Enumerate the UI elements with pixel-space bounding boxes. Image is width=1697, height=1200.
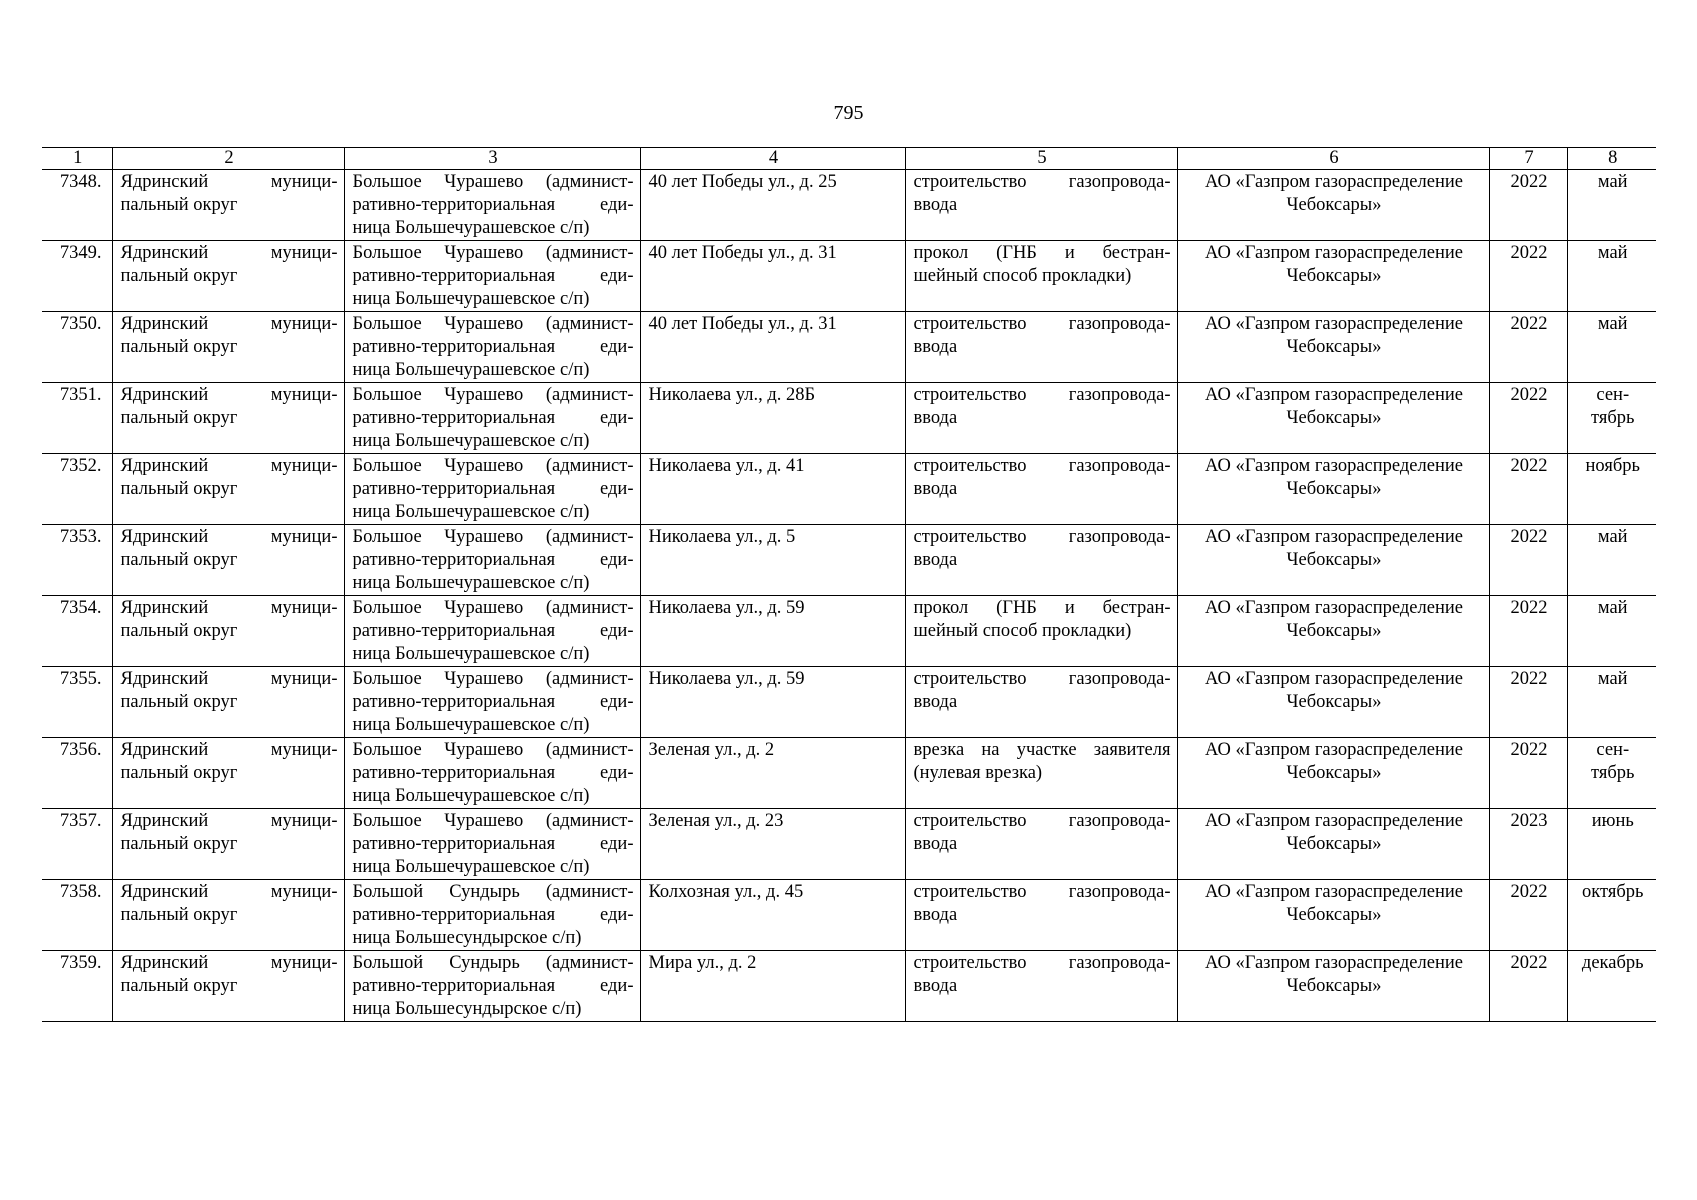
work-line: ввода	[913, 195, 958, 215]
year-cell: 2023	[1489, 809, 1567, 880]
settlement-line: ративно-территориальная еди-	[352, 337, 634, 357]
settlement-line: ративно-территориальная еди-	[352, 905, 634, 925]
org-line: АО «Газпром газораспределение	[1205, 598, 1463, 618]
settlement-cell	[344, 383, 640, 454]
row-number-cell: 7352.	[42, 454, 112, 525]
work-line: врезка на участке заявителя	[913, 740, 1171, 760]
org-line: АО «Газпром газораспределение	[1205, 669, 1463, 689]
district-cell	[112, 525, 344, 596]
settlement-line: Большое Чурашево (админист-	[352, 243, 634, 263]
settlement-cell	[344, 667, 640, 738]
organization-cell	[1177, 241, 1489, 312]
district-line: Ядринский муници-	[120, 456, 338, 476]
settlement-line: Большое Чурашево (админист-	[352, 669, 634, 689]
district-line: пальный округ	[120, 905, 238, 925]
gas-connection-register-table	[42, 147, 1656, 1022]
table-row	[42, 880, 1656, 951]
district-cell	[112, 809, 344, 880]
row-number-cell: 7351.	[42, 383, 112, 454]
organization-cell	[1177, 170, 1489, 241]
org-line: Чебоксары»	[1286, 763, 1382, 783]
table-row	[42, 241, 1656, 312]
org-line: АО «Газпром газораспределение	[1205, 740, 1463, 760]
district-line: пальный округ	[120, 266, 238, 286]
work-line: строительство газопровода-	[913, 953, 1171, 973]
district-cell	[112, 454, 344, 525]
district-line: Ядринский муници-	[120, 882, 338, 902]
organization-cell	[1177, 809, 1489, 880]
district-line: Ядринский муници-	[120, 243, 338, 263]
column-header: 7	[1489, 148, 1567, 170]
district-line: Ядринский муници-	[120, 385, 338, 405]
work-line: прокол (ГНБ и бестран-	[913, 598, 1171, 618]
settlement-line: Большое Чурашево (админист-	[352, 740, 634, 760]
table-row	[42, 454, 1656, 525]
row-number-cell: 7348.	[42, 170, 112, 241]
settlement-line: Большое Чурашево (админист-	[352, 385, 634, 405]
org-line: Чебоксары»	[1286, 550, 1382, 570]
row-number-cell: 7355.	[42, 667, 112, 738]
work-line: ввода	[913, 337, 958, 357]
settlement-line: ница Большечурашевское с/п)	[352, 573, 590, 593]
work-line: ввода	[913, 550, 958, 570]
district-cell	[112, 951, 344, 1022]
org-line: Чебоксары»	[1286, 479, 1382, 499]
year-cell: 2022	[1489, 667, 1567, 738]
address-cell: 40 лет Победы ул., д. 25	[640, 170, 905, 241]
work-type-cell	[905, 738, 1177, 809]
settlement-line: ница Большесундырское с/п)	[352, 928, 582, 948]
year-cell: 2022	[1489, 312, 1567, 383]
month-cell: октябрь	[1567, 880, 1656, 951]
address-cell: Зеленая ул., д. 23	[640, 809, 905, 880]
row-number-cell: 7353.	[42, 525, 112, 596]
settlement-cell	[344, 738, 640, 809]
district-cell	[112, 383, 344, 454]
settlement-line: ративно-территориальная еди-	[352, 550, 634, 570]
address-cell: Николаева ул., д. 5	[640, 525, 905, 596]
district-cell	[112, 667, 344, 738]
settlement-line: ративно-территориальная еди-	[352, 621, 634, 641]
org-line: АО «Газпром газораспределение	[1205, 953, 1463, 973]
settlement-line: ница Большечурашевское с/п)	[352, 360, 590, 380]
year-cell: 2022	[1489, 525, 1567, 596]
work-line: ввода	[913, 692, 958, 712]
district-line: пальный округ	[120, 337, 238, 357]
table-row	[42, 596, 1656, 667]
district-line: Ядринский муници-	[120, 953, 338, 973]
settlement-line: Большое Чурашево (админист-	[352, 172, 634, 192]
address-cell: Николаева ул., д. 59	[640, 596, 905, 667]
column-header: 1	[42, 148, 112, 170]
settlement-line: ница Большечурашевское с/п)	[352, 715, 590, 735]
organization-cell	[1177, 596, 1489, 667]
work-line: строительство газопровода-	[913, 314, 1171, 334]
work-type-cell	[905, 241, 1177, 312]
column-header: 8	[1567, 148, 1656, 170]
work-line: строительство газопровода-	[913, 456, 1171, 476]
row-number-cell: 7349.	[42, 241, 112, 312]
organization-cell	[1177, 738, 1489, 809]
district-line: Ядринский муници-	[120, 598, 338, 618]
row-number-cell: 7350.	[42, 312, 112, 383]
settlement-cell	[344, 951, 640, 1022]
district-line: пальный округ	[120, 550, 238, 570]
table-row	[42, 738, 1656, 809]
org-line: Чебоксары»	[1286, 337, 1382, 357]
district-line: Ядринский муници-	[120, 669, 338, 689]
table-row	[42, 667, 1656, 738]
district-line: Ядринский муници-	[120, 172, 338, 192]
table-row	[42, 312, 1656, 383]
settlement-line: Большое Чурашево (админист-	[352, 527, 634, 547]
work-type-cell	[905, 383, 1177, 454]
work-type-cell	[905, 170, 1177, 241]
column-header: 4	[640, 148, 905, 170]
work-type-cell	[905, 525, 1177, 596]
work-line: строительство газопровода-	[913, 527, 1171, 547]
organization-cell	[1177, 312, 1489, 383]
month-cell: май	[1567, 525, 1656, 596]
work-type-cell	[905, 596, 1177, 667]
org-line: АО «Газпром газораспределение	[1205, 811, 1463, 831]
address-cell: Колхозная ул., д. 45	[640, 880, 905, 951]
work-line: ввода	[913, 976, 958, 996]
work-type-cell	[905, 951, 1177, 1022]
column-header: 6	[1177, 148, 1489, 170]
settlement-line: ративно-территориальная еди-	[352, 834, 634, 854]
work-line: ввода	[913, 479, 958, 499]
year-cell: 2022	[1489, 241, 1567, 312]
month-cell: май	[1567, 170, 1656, 241]
settlement-cell	[344, 596, 640, 667]
org-line: АО «Газпром газораспределение	[1205, 456, 1463, 476]
settlement-cell	[344, 525, 640, 596]
district-line: пальный округ	[120, 621, 238, 641]
address-cell: Николаева ул., д. 28Б	[640, 383, 905, 454]
district-cell	[112, 596, 344, 667]
address-cell: Мира ул., д. 2	[640, 951, 905, 1022]
organization-cell	[1177, 525, 1489, 596]
work-line: шейный способ прокладки)	[913, 621, 1132, 641]
work-type-cell	[905, 667, 1177, 738]
column-header: 2	[112, 148, 344, 170]
settlement-line: ница Большечурашевское с/п)	[352, 218, 590, 238]
month-cell: май	[1567, 667, 1656, 738]
month-cell: июнь	[1567, 809, 1656, 880]
settlement-line: ративно-территориальная еди-	[352, 266, 634, 286]
district-line: пальный округ	[120, 479, 238, 499]
month-cell: сен- тябрь	[1567, 383, 1656, 454]
settlement-line: ративно-территориальная еди-	[352, 479, 634, 499]
year-cell: 2022	[1489, 738, 1567, 809]
work-type-cell	[905, 312, 1177, 383]
district-line: пальный округ	[120, 195, 238, 215]
column-header: 3	[344, 148, 640, 170]
district-line: пальный округ	[120, 976, 238, 996]
district-line: Ядринский муници-	[120, 740, 338, 760]
org-line: АО «Газпром газораспределение	[1205, 527, 1463, 547]
column-number-header-row	[42, 148, 1656, 170]
org-line: АО «Газпром газораспределение	[1205, 882, 1463, 902]
org-line: Чебоксары»	[1286, 905, 1382, 925]
organization-cell	[1177, 454, 1489, 525]
settlement-cell	[344, 880, 640, 951]
organization-cell	[1177, 383, 1489, 454]
settlement-line: ративно-территориальная еди-	[352, 692, 634, 712]
address-cell: Зеленая ул., д. 2	[640, 738, 905, 809]
month-cell: май	[1567, 312, 1656, 383]
settlement-line: Большое Чурашево (админист-	[352, 811, 634, 831]
settlement-line: ница Большечурашевское с/п)	[352, 289, 590, 309]
address-cell: 40 лет Победы ул., д. 31	[640, 241, 905, 312]
settlement-line: ративно-территориальная еди-	[352, 976, 634, 996]
district-line: пальный округ	[120, 408, 238, 428]
settlement-line: Большой Сундырь (админист-	[352, 953, 634, 973]
address-cell: Николаева ул., д. 41	[640, 454, 905, 525]
district-line: Ядринский муници-	[120, 811, 338, 831]
district-cell	[112, 241, 344, 312]
org-line: Чебоксары»	[1286, 834, 1382, 854]
org-line: АО «Газпром газораспределение	[1205, 385, 1463, 405]
month-cell: май	[1567, 241, 1656, 312]
settlement-line: ница Большечурашевское с/п)	[352, 644, 590, 664]
work-line: шейный способ прокладки)	[913, 266, 1132, 286]
settlement-line: ница Большечурашевское с/п)	[352, 502, 590, 522]
work-line: ввода	[913, 905, 958, 925]
settlement-cell	[344, 241, 640, 312]
settlement-line: Большой Сундырь (админист-	[352, 882, 634, 902]
settlement-cell	[344, 312, 640, 383]
year-cell: 2022	[1489, 454, 1567, 525]
year-cell: 2022	[1489, 951, 1567, 1022]
org-line: АО «Газпром газораспределение	[1205, 243, 1463, 263]
work-line: ввода	[913, 834, 958, 854]
district-line: Ядринский муници-	[120, 314, 338, 334]
org-line: АО «Газпром газораспределение	[1205, 172, 1463, 192]
settlement-cell	[344, 809, 640, 880]
work-line: ввода	[913, 408, 958, 428]
settlement-line: ративно-территориальная еди-	[352, 408, 634, 428]
settlement-line: ративно-территориальная еди-	[352, 195, 634, 215]
district-line: пальный округ	[120, 692, 238, 712]
table-row	[42, 809, 1656, 880]
settlement-line: ница Большечурашевское с/п)	[352, 857, 590, 877]
month-cell: сен- тябрь	[1567, 738, 1656, 809]
org-line: Чебоксары»	[1286, 692, 1382, 712]
work-line: строительство газопровода-	[913, 811, 1171, 831]
settlement-line: Большое Чурашево (админист-	[352, 598, 634, 618]
settlement-cell	[344, 170, 640, 241]
settlement-line: ративно-территориальная еди-	[352, 763, 634, 783]
organization-cell	[1177, 667, 1489, 738]
org-line: Чебоксары»	[1286, 195, 1382, 215]
org-line: Чебоксары»	[1286, 621, 1382, 641]
org-line: АО «Газпром газораспределение	[1205, 314, 1463, 334]
district-line: Ядринский муници-	[120, 527, 338, 547]
work-type-cell	[905, 880, 1177, 951]
month-cell: май	[1567, 596, 1656, 667]
row-number-cell: 7354.	[42, 596, 112, 667]
work-line: (нулевая врезка)	[913, 763, 1043, 783]
work-line: прокол (ГНБ и бестран-	[913, 243, 1171, 263]
settlement-line: ница Большечурашевское с/п)	[352, 786, 590, 806]
year-cell: 2022	[1489, 170, 1567, 241]
row-number-cell: 7356.	[42, 738, 112, 809]
settlement-line: ница Большечурашевское с/п)	[352, 431, 590, 451]
org-line: Чебоксары»	[1286, 976, 1382, 996]
table-row	[42, 383, 1656, 454]
month-cell: ноябрь	[1567, 454, 1656, 525]
district-cell	[112, 880, 344, 951]
column-header: 5	[905, 148, 1177, 170]
work-line: строительство газопровода-	[913, 385, 1171, 405]
work-type-cell	[905, 809, 1177, 880]
settlement-line: Большое Чурашево (админист-	[352, 456, 634, 476]
year-cell: 2022	[1489, 383, 1567, 454]
settlement-cell	[344, 454, 640, 525]
table-row	[42, 170, 1656, 241]
month-cell: декабрь	[1567, 951, 1656, 1022]
row-number-cell: 7357.	[42, 809, 112, 880]
row-number-cell: 7359.	[42, 951, 112, 1022]
settlement-line: Большое Чурашево (админист-	[352, 314, 634, 334]
district-cell	[112, 738, 344, 809]
year-cell: 2022	[1489, 880, 1567, 951]
table-row	[42, 525, 1656, 596]
work-line: строительство газопровода-	[913, 882, 1171, 902]
organization-cell	[1177, 951, 1489, 1022]
address-cell: Николаева ул., д. 59	[640, 667, 905, 738]
work-line: строительство газопровода-	[913, 172, 1171, 192]
address-cell: 40 лет Победы ул., д. 31	[640, 312, 905, 383]
year-cell: 2022	[1489, 596, 1567, 667]
district-line: пальный округ	[120, 763, 238, 783]
district-line: пальный округ	[120, 834, 238, 854]
org-line: Чебоксары»	[1286, 408, 1382, 428]
work-type-cell	[905, 454, 1177, 525]
page-number: 795	[833, 102, 864, 124]
district-cell	[112, 312, 344, 383]
row-number-cell: 7358.	[42, 880, 112, 951]
table-row	[42, 951, 1656, 1022]
org-line: Чебоксары»	[1286, 266, 1382, 286]
work-line: строительство газопровода-	[913, 669, 1171, 689]
organization-cell	[1177, 880, 1489, 951]
district-cell	[112, 170, 344, 241]
settlement-line: ница Большесундырское с/п)	[352, 999, 582, 1019]
